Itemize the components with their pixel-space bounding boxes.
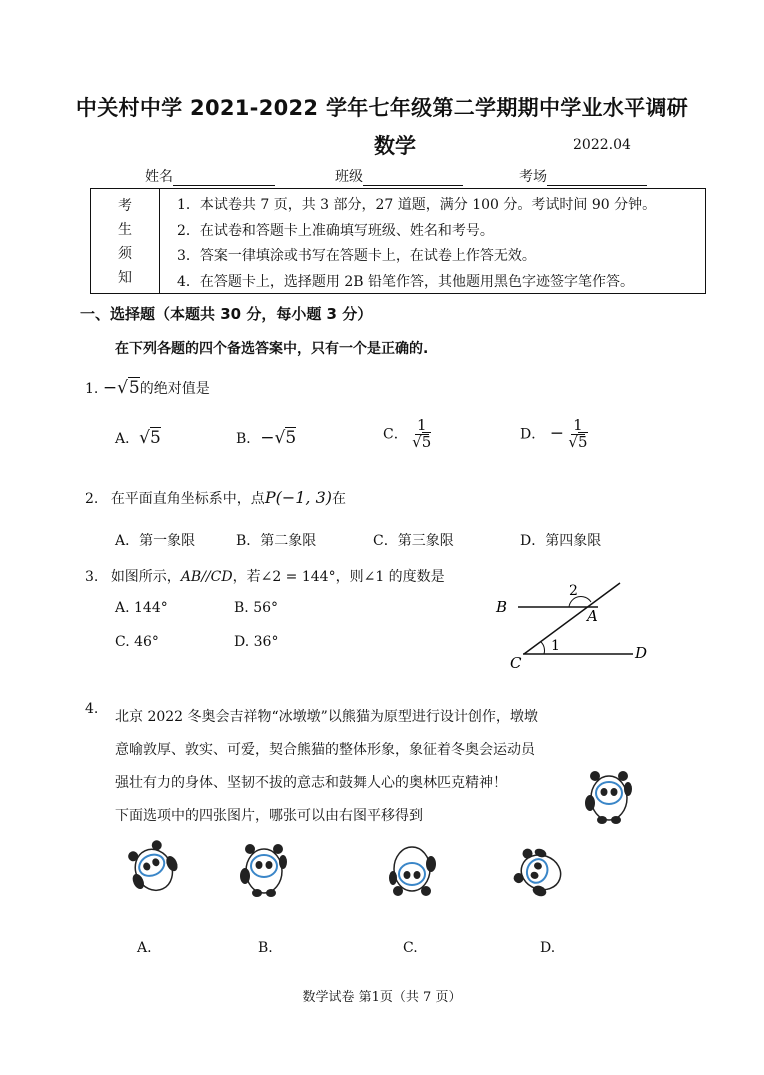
- exam-date: 2022.04: [573, 137, 631, 153]
- q1-option-c[interactable]: [383, 418, 431, 451]
- question-text: 的绝对值是: [139, 381, 210, 397]
- minus-sign: −: [549, 423, 564, 444]
- fraction: [412, 418, 431, 451]
- mascot-option-d-image[interactable]: [510, 846, 570, 898]
- minus-sign: −: [260, 428, 275, 448]
- q4-option-c[interactable]: C.: [403, 940, 418, 956]
- notice-label-char: 知: [118, 270, 132, 286]
- question-text: 如图所示，: [110, 569, 181, 585]
- q3-option-b[interactable]: B. 56°: [234, 600, 279, 616]
- option-label: D．: [520, 426, 546, 443]
- room-blank: [547, 171, 647, 186]
- exam-title: 中关村中学 2021-2022 学年七年级第二学期期中学业水平调研: [75, 96, 689, 120]
- question-4-stem: [115, 701, 538, 833]
- name-blank: [173, 171, 275, 186]
- question-number: 4.: [85, 701, 99, 717]
- notice-item: 3．答案一律填涂或书写在答题卡上，在试卷上作答无效。: [177, 248, 536, 264]
- q2-option-c[interactable]: C．第三象限: [373, 533, 454, 549]
- option-label: B．: [236, 431, 261, 447]
- notice-label-char: 考: [118, 198, 132, 214]
- name-field: [145, 166, 275, 186]
- section-instruction: 在下列各题的四个备选答案中，只有一个是正确的.: [115, 341, 429, 357]
- room-label: 考场: [519, 169, 547, 185]
- question-number: 3.: [85, 569, 99, 585]
- q3-option-d[interactable]: D. 36°: [234, 634, 279, 650]
- option-label: C．: [383, 426, 408, 443]
- notice-item: 4．在答题卡上，选择题用 2B 铅笔作答，其他题用黑色字迹签字笔作答。: [177, 273, 635, 290]
- question-3-stem: [85, 566, 445, 586]
- notice-item: 1．本试卷共 7 页，共 3 部分，27 道题，满分 100 分。考试时间 90 分钟。: [177, 197, 657, 213]
- class-field: [335, 166, 463, 186]
- label-a: A: [587, 607, 598, 625]
- radicand: 5: [285, 428, 297, 448]
- notice-item: 2．在试卷和答题卡上准确填写班级、姓名和考号。: [177, 222, 494, 239]
- subject-title: 数学: [374, 134, 416, 158]
- parallel-lines-figure: [488, 576, 658, 676]
- label-c: C: [510, 654, 522, 672]
- room-field: [519, 166, 647, 186]
- notice-label-char: 须: [118, 246, 132, 262]
- question-text-line: 下面选项中的四张图片，哪张可以由右图平移得到: [115, 808, 423, 824]
- notice-items: [177, 193, 656, 295]
- name-label: 姓名: [145, 169, 173, 185]
- class-blank: [363, 171, 463, 186]
- numerator: 1: [573, 416, 583, 434]
- question-2-stem: [85, 488, 346, 508]
- parallel-expression: AB//CD: [180, 569, 233, 585]
- notice-label: [91, 189, 160, 293]
- option-value: −√5: [260, 428, 297, 448]
- denominator: √5: [412, 432, 432, 451]
- q4-option-b[interactable]: B.: [258, 940, 273, 956]
- q4-option-a[interactable]: A.: [137, 940, 152, 956]
- page-footer: 数学试卷 第1页（共 7 页）: [302, 990, 462, 1005]
- question-text-line: 北京 2022 冬奥会吉祥物“冰墩墩”以熊猫为原型进行设计创作，墩墩: [115, 709, 538, 725]
- q3-option-c[interactable]: C. 46°: [115, 634, 159, 650]
- fraction: [568, 418, 587, 451]
- mascot-option-b-image[interactable]: [238, 838, 290, 900]
- notice-label-char: 生: [118, 222, 132, 238]
- q4-option-d[interactable]: D.: [540, 940, 556, 956]
- question-text-line: 强壮有力的身体、坚韧不拔的意志和鼓舞人心的奥林匹克精神！: [115, 775, 507, 791]
- question-text: 在: [332, 491, 346, 507]
- minus-sign: −: [102, 378, 118, 398]
- point-expression: P(−1, 3): [264, 488, 332, 507]
- sqrt-symbol: √5: [117, 378, 140, 398]
- label-angle-2: 2: [569, 583, 578, 599]
- q1-option-d[interactable]: [520, 418, 588, 451]
- q3-option-a[interactable]: A. 144°: [115, 600, 168, 616]
- question-1-stem: [85, 378, 210, 398]
- question-text-line: 意喻敦厚、敦实、可爱，契合熊猫的整体形象，象征着冬奥会运动员: [115, 742, 535, 758]
- radicand: 5: [421, 432, 432, 451]
- mascot-reference-image: [583, 765, 635, 827]
- q2-option-d[interactable]: D．第四象限: [520, 533, 602, 549]
- option-value: √5: [139, 428, 161, 448]
- radicand: 5: [149, 428, 161, 448]
- mascot-option-c-image[interactable]: [383, 840, 441, 902]
- angle-1-arc: [541, 642, 545, 654]
- section-heading: 一、选择题（本题共 30 分，每小题 3 分）: [80, 305, 373, 323]
- notice-box: [90, 188, 706, 294]
- math-expression: [103, 378, 140, 398]
- label-angle-1: 1: [551, 638, 560, 654]
- question-text: ，若∠2 = 144°，则∠1 的度数是: [232, 569, 445, 585]
- label-d: D: [635, 644, 648, 662]
- mascot-option-a-image[interactable]: [125, 838, 181, 898]
- q1-option-b[interactable]: [236, 428, 296, 448]
- numerator: 1: [416, 416, 427, 434]
- q1-option-a[interactable]: [115, 428, 161, 448]
- question-number: 2.: [85, 491, 99, 507]
- question-number: 1.: [85, 381, 99, 397]
- question-text: 在平面直角坐标系中，点: [110, 491, 265, 507]
- denominator: √5: [568, 432, 588, 451]
- class-label: 班级: [335, 169, 363, 185]
- label-b: B: [496, 598, 508, 616]
- option-label: A．: [115, 431, 140, 447]
- q2-option-a[interactable]: A．第一象限: [115, 533, 196, 549]
- radicand: 5: [577, 432, 588, 451]
- radicand: 5: [128, 378, 140, 398]
- q2-option-b[interactable]: B．第二象限: [236, 533, 317, 549]
